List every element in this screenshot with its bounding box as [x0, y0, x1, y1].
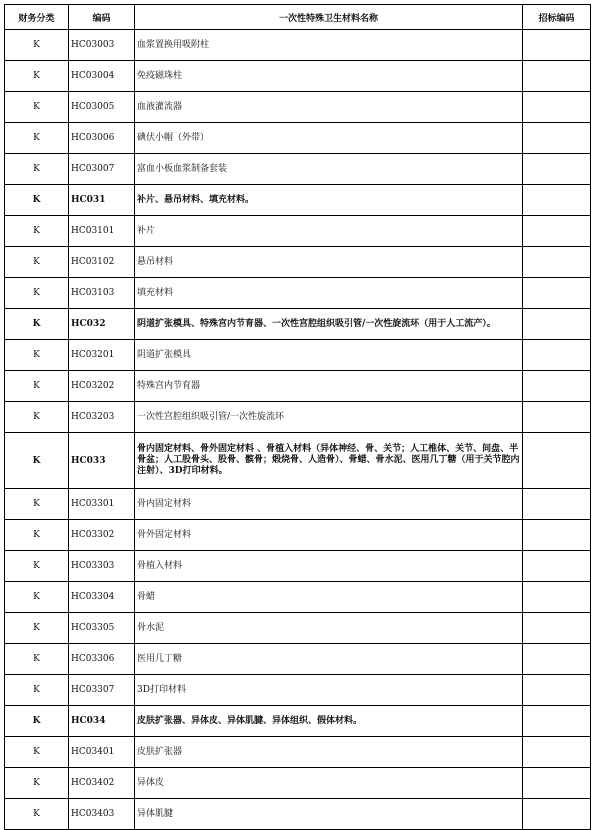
name-cell: 骨外固定材料 — [135, 520, 523, 551]
category-cell: K — [5, 551, 69, 582]
code-cell: HC034 — [69, 706, 135, 737]
tender-code-cell — [523, 185, 591, 216]
table-row — [5, 340, 591, 371]
code-cell: HC03402 — [69, 768, 135, 799]
table-row — [5, 278, 591, 309]
table-row — [5, 402, 591, 433]
table-row — [5, 489, 591, 520]
table-row — [5, 799, 591, 830]
code-cell: HC03302 — [69, 520, 135, 551]
category-cell: K — [5, 520, 69, 551]
tender-code-cell — [523, 644, 591, 675]
tender-code-cell — [523, 402, 591, 433]
category-cell: K — [5, 371, 69, 402]
category-cell: K — [5, 737, 69, 768]
name-cell: 血液灌流器 — [135, 92, 523, 123]
table-row — [5, 433, 591, 489]
category-cell: K — [5, 768, 69, 799]
header-category: 财务分类 — [5, 5, 69, 30]
table-row — [5, 123, 591, 154]
name-cell: 异体肌腱 — [135, 799, 523, 830]
category-cell: K — [5, 185, 69, 216]
tender-code-cell — [523, 675, 591, 706]
header-tender-code: 招标编码 — [523, 5, 591, 30]
name-cell: 免疫磁珠柱 — [135, 61, 523, 92]
tender-code-cell — [523, 768, 591, 799]
category-cell: K — [5, 309, 69, 340]
code-cell: HC03004 — [69, 61, 135, 92]
code-cell: HC031 — [69, 185, 135, 216]
category-cell: K — [5, 340, 69, 371]
category-cell: K — [5, 61, 69, 92]
name-cell: 悬吊材料 — [135, 247, 523, 278]
code-cell: HC032 — [69, 309, 135, 340]
category-cell: K — [5, 706, 69, 737]
tender-code-cell — [523, 582, 591, 613]
name-cell: 补片 — [135, 216, 523, 247]
name-cell: 骨植入材料 — [135, 551, 523, 582]
name-cell: 填充材料 — [135, 278, 523, 309]
category-cell: K — [5, 402, 69, 433]
name-cell: 异体皮 — [135, 768, 523, 799]
name-cell: 骨内固定材料 — [135, 489, 523, 520]
tender-code-cell — [523, 340, 591, 371]
code-cell: HC03103 — [69, 278, 135, 309]
table-header-row — [5, 5, 591, 30]
table-row — [5, 61, 591, 92]
table-row — [5, 582, 591, 613]
code-cell: HC03301 — [69, 489, 135, 520]
code-cell: HC03203 — [69, 402, 135, 433]
code-cell: HC03306 — [69, 644, 135, 675]
code-cell: HC03102 — [69, 247, 135, 278]
tender-code-cell — [523, 123, 591, 154]
table-row — [5, 644, 591, 675]
tender-code-cell — [523, 799, 591, 830]
tender-code-cell — [523, 61, 591, 92]
table-row — [5, 613, 591, 644]
code-cell: HC03202 — [69, 371, 135, 402]
tender-code-cell — [523, 154, 591, 185]
name-cell: 骨水泥 — [135, 613, 523, 644]
table-row — [5, 768, 591, 799]
tender-code-cell — [523, 92, 591, 123]
table-row — [5, 92, 591, 123]
name-cell: 阴道扩张模具 — [135, 340, 523, 371]
materials-table — [4, 4, 591, 830]
code-cell: HC03401 — [69, 737, 135, 768]
tender-code-cell — [523, 613, 591, 644]
tender-code-cell — [523, 247, 591, 278]
name-cell: 皮肤扩张器 — [135, 737, 523, 768]
tender-code-cell — [523, 551, 591, 582]
category-cell: K — [5, 613, 69, 644]
category-cell: K — [5, 582, 69, 613]
tender-code-cell — [523, 371, 591, 402]
table-row — [5, 520, 591, 551]
table-row — [5, 247, 591, 278]
table-body — [5, 30, 591, 830]
code-cell: HC03307 — [69, 675, 135, 706]
table-row — [5, 551, 591, 582]
code-cell: HC03304 — [69, 582, 135, 613]
table-row — [5, 185, 591, 216]
name-cell: 阴道扩张模具、特殊宫内节育器、一次性宫腔组织吸引管/一次性旋流环（用于人工流产）。 — [135, 309, 523, 340]
category-cell: K — [5, 247, 69, 278]
category-cell: K — [5, 433, 69, 489]
category-cell: K — [5, 278, 69, 309]
table-row — [5, 309, 591, 340]
tender-code-cell — [523, 706, 591, 737]
name-cell: 3D打印材料 — [135, 675, 523, 706]
category-cell: K — [5, 799, 69, 830]
tender-code-cell — [523, 737, 591, 768]
code-cell: HC03201 — [69, 340, 135, 371]
name-cell: 医用几丁糖 — [135, 644, 523, 675]
table-row — [5, 371, 591, 402]
tender-code-cell — [523, 309, 591, 340]
table-row — [5, 737, 591, 768]
name-cell: 骨蜡 — [135, 582, 523, 613]
category-cell: K — [5, 92, 69, 123]
tender-code-cell — [523, 278, 591, 309]
code-cell: HC03003 — [69, 30, 135, 61]
table-row — [5, 706, 591, 737]
category-cell: K — [5, 675, 69, 706]
table-row — [5, 216, 591, 247]
header-code: 编码 — [69, 5, 135, 30]
name-cell: 一次性宫腔组织吸引管/一次性旋流环 — [135, 402, 523, 433]
header-name: 一次性特殊卫生材料名称 — [135, 5, 523, 30]
code-cell: HC03101 — [69, 216, 135, 247]
code-cell: HC03305 — [69, 613, 135, 644]
tender-code-cell — [523, 216, 591, 247]
tender-code-cell — [523, 520, 591, 551]
tender-code-cell — [523, 433, 591, 489]
name-cell: 血浆置换用吸附柱 — [135, 30, 523, 61]
tender-code-cell — [523, 489, 591, 520]
code-cell: HC03005 — [69, 92, 135, 123]
name-cell: 皮肤扩张器、异体皮、异体肌腱、异体组织、假体材料。 — [135, 706, 523, 737]
name-cell: 富血小板血浆制备套装 — [135, 154, 523, 185]
category-cell: K — [5, 123, 69, 154]
tender-code-cell — [523, 30, 591, 61]
category-cell: K — [5, 216, 69, 247]
table-row — [5, 675, 591, 706]
category-cell: K — [5, 489, 69, 520]
table-row — [5, 154, 591, 185]
category-cell: K — [5, 644, 69, 675]
code-cell: HC03007 — [69, 154, 135, 185]
name-cell: 特殊宫内节育器 — [135, 371, 523, 402]
code-cell: HC03403 — [69, 799, 135, 830]
table-row — [5, 30, 591, 61]
name-cell: 补片、悬吊材料、填充材料。 — [135, 185, 523, 216]
category-cell: K — [5, 154, 69, 185]
name-cell: 碘伏小帽（外带） — [135, 123, 523, 154]
code-cell: HC03006 — [69, 123, 135, 154]
name-cell: 骨内固定材料、骨外固定材料 、骨植入材料（异体神经、骨、关节；人工椎体、关节、间盘、半骨盆；人工股骨头、股骨、髌骨；煅烧骨、人造骨）、骨蜡、骨水泥、医用几丁糖（用于关节腔内注射）、3D打印材料。 — [135, 433, 523, 489]
code-cell: HC03303 — [69, 551, 135, 582]
code-cell: HC033 — [69, 433, 135, 489]
category-cell: K — [5, 30, 69, 61]
